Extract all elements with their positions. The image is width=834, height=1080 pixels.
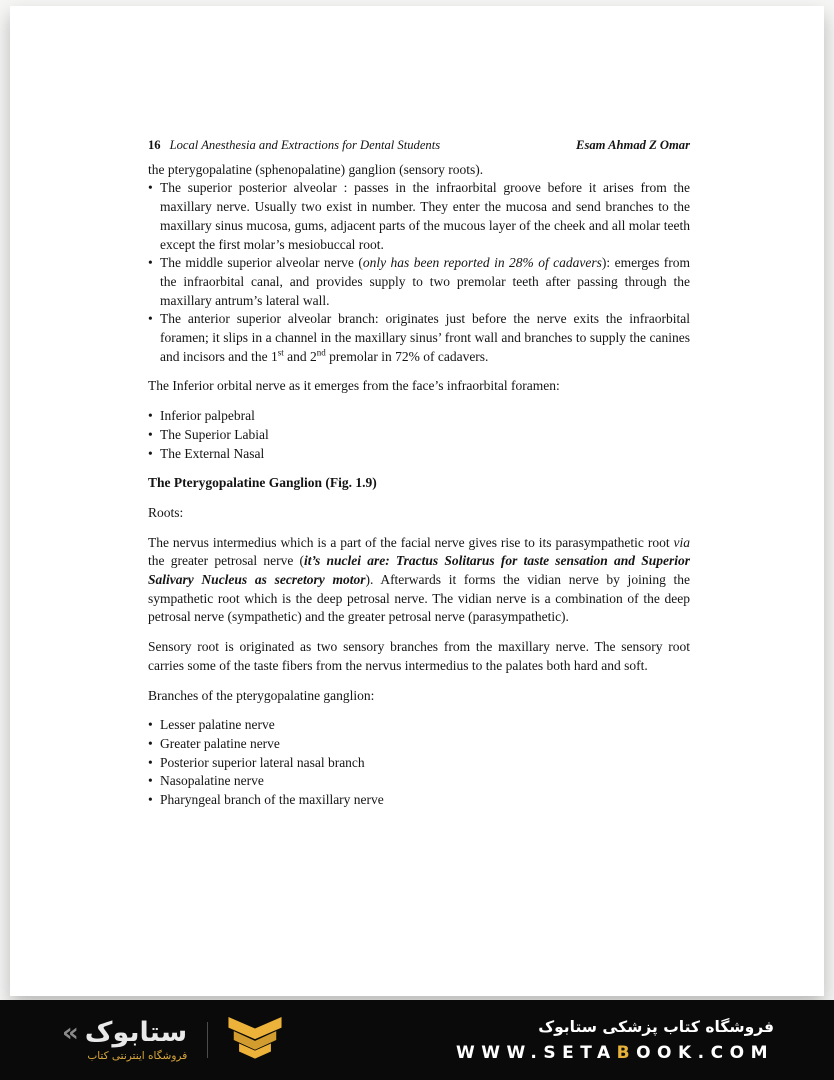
list-item [148, 179, 690, 254]
page-number: 16 [148, 138, 161, 152]
list-item [148, 426, 690, 445]
text-run: The nervus intermedius which is a part of the facial nerve gives rise to its parasympathetic root [148, 534, 674, 550]
text-run: The middle superior alveolar nerve ( [160, 255, 363, 271]
list-item [148, 735, 690, 754]
footer-divider [207, 1022, 208, 1058]
text-run: only has been reported in 28% of cadavers [362, 255, 602, 271]
author-name: Esam Ahmad Z Omar [576, 138, 690, 152]
section-heading [148, 474, 690, 493]
document-page [10, 6, 824, 996]
url-segment: B [616, 1042, 637, 1063]
bullet-glyph: • [148, 408, 153, 424]
paragraph [148, 161, 690, 180]
text-run: via [673, 534, 690, 550]
text-run: Sensory root is originated as two sensory branches from the maxillary nerve. The sensory root carries some of the taste fibers from the nervus intermedius to the palates both hard and soft. [148, 639, 690, 673]
bullet-glyph: • [148, 735, 153, 751]
url-segment: WWW.SETA [456, 1042, 617, 1063]
list-item [148, 310, 690, 366]
paragraph [148, 638, 690, 675]
document-body [148, 161, 690, 810]
paragraph [148, 504, 690, 523]
text-run: Roots: [148, 504, 184, 520]
running-header [148, 136, 690, 155]
text-run: The anterior superior alveolar branch: originates just before the nerve exits the infraorbital foramen; it slips in a channel in the maxillary sinus’ front wall and branches to supply the canines and incisors and the 1 [160, 311, 690, 364]
text-run: the pterygopalatine (sphenopalatine) ganglion (sensory roots). [148, 161, 484, 177]
website-url[interactable] [456, 1043, 774, 1063]
url-segment: OOK.COM [636, 1042, 774, 1063]
bullet-glyph: • [148, 255, 153, 271]
brand-row [62, 1018, 187, 1048]
text-run: The Inferior orbital nerve as it emerges from the face’s infraorbital foramen: [148, 378, 560, 394]
paragraph [148, 687, 690, 706]
document-content [148, 136, 690, 810]
text-run: The Superior Labial [160, 426, 269, 442]
text-run: Lesser palatine nerve [160, 717, 275, 733]
bullet-glyph: • [148, 717, 153, 733]
text-run: Branches of the pterygopalatine ganglion: [148, 687, 375, 703]
text-run: ): emerges from the infraorbital canal, and provides supply to two premolar teeth after passing through the maxillary antrum’s lateral wall. [160, 255, 691, 308]
list-item [148, 716, 690, 735]
setabook-emblem-icon [226, 1017, 284, 1063]
list-item [148, 772, 690, 791]
text-run: The superior posterior alveolar : passes in the infraorbital groove before it arises from the maxillary nerve. Usually two exist in number. They enter the mucosa and send branches to the maxillary sinus mucosa, gums, adjacent parts of the mucous layer of the cheek and all molar teeth except the first molar’s mesiobuccal root. [160, 180, 690, 252]
bullet-glyph: • [148, 426, 153, 442]
footer-bar [0, 1000, 834, 1080]
bullet-list [148, 716, 690, 810]
text-run: Posterior superior lateral nasal branch [160, 754, 365, 770]
running-header-left [148, 136, 440, 155]
list-item [148, 254, 690, 310]
text-run: nd [316, 347, 326, 358]
book-title: Local Anesthesia and Extractions for Dental Students [169, 138, 441, 152]
double-chevron-icon: « [62, 1018, 79, 1048]
list-item [148, 754, 690, 773]
bullet-glyph: • [148, 180, 153, 196]
list-item [148, 407, 690, 426]
bullet-glyph: • [148, 773, 153, 789]
text-run: Inferior palpebral [160, 408, 255, 424]
list-item [148, 445, 690, 464]
text-run: ). Afterwards it forms the vidian nerve by joining the sympathetic root which is the deep petrosal nerve. The vidian nerve is a combination of the deep petrosal nerve (sympathetic) and the greater petrosal nerve (parasympathetic). [148, 572, 690, 625]
text-run: it’s nuclei are: Tractus Solitarus for taste sensation and Superior Salivary Nucleus as secretory motor [148, 553, 691, 588]
footer-right [456, 1018, 774, 1063]
brand-tagline: فروشگاه اینترنتی کتاب [87, 1049, 188, 1062]
bullet-list [148, 179, 690, 366]
text-run: The Pterygopalatine Ganglion (Fig. 1.9) [148, 475, 377, 491]
text-run: the greater petrosal nerve ( [148, 553, 305, 569]
store-title: فروشگاه کتاب پزشکی ستابوک [538, 1017, 774, 1036]
paragraph [148, 534, 690, 628]
bullet-glyph: • [148, 754, 153, 770]
bullet-glyph: • [148, 792, 153, 808]
bullet-glyph: • [148, 445, 153, 461]
text-run: Nasopalatine nerve [160, 773, 264, 789]
text-run: st [277, 347, 284, 358]
text-run: Greater palatine nerve [160, 735, 280, 751]
list-item [148, 791, 690, 810]
setabook-logo [62, 1018, 187, 1062]
text-run: Pharyngeal branch of the maxillary nerve [160, 792, 384, 808]
bullet-glyph: • [148, 311, 153, 327]
text-run: and 2 [283, 348, 317, 364]
bullet-list [148, 407, 690, 463]
text-run: premolar in 72% of cadavers. [325, 348, 489, 364]
brand-wordmark: ستابوک [84, 1017, 188, 1049]
text-run: The External Nasal [160, 445, 265, 461]
paragraph [148, 377, 690, 396]
